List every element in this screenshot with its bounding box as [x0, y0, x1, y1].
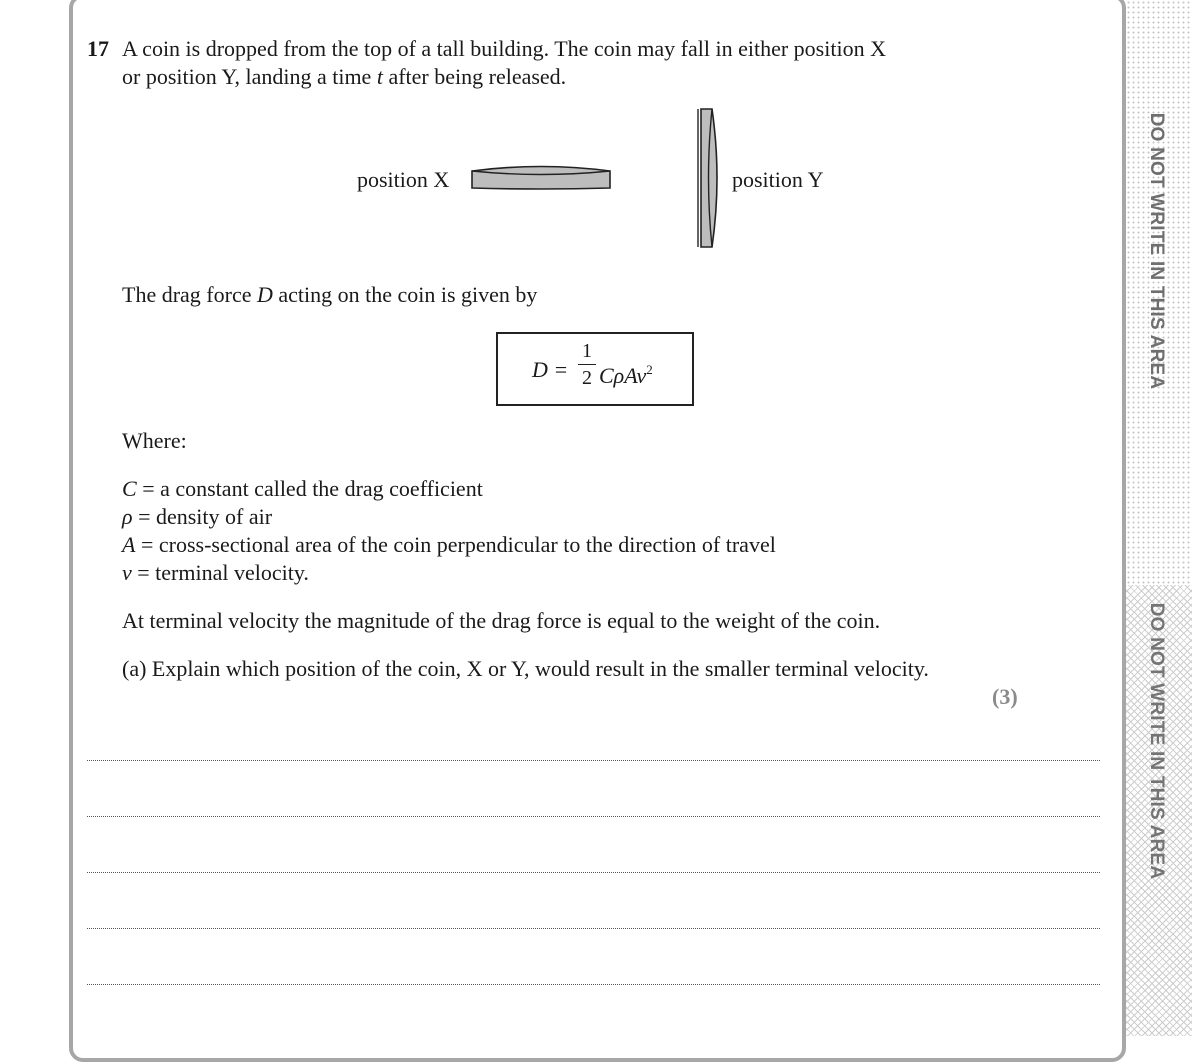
formula-numerator: 1	[582, 340, 592, 362]
answer-line[interactable]	[87, 872, 1100, 873]
formula-lhs: D =	[532, 357, 569, 382]
margin-notice-bottom: DO NOT WRITE IN THIS AREA	[1146, 602, 1167, 880]
formula-rhs: CρAv$^2$	[599, 362, 653, 388]
label-position-x: position X	[357, 167, 450, 192]
coin-position-y	[693, 105, 723, 253]
question-intro-line2: or position Y, landing a time t after being released.	[122, 64, 567, 89]
coin-position-x	[469, 164, 615, 194]
formula-denominator: 2	[582, 367, 592, 389]
answer-line[interactable]	[87, 760, 1100, 761]
definition-item: ρ = density of air	[122, 504, 273, 529]
part-a-marks: (3)	[992, 684, 1018, 709]
question-number: 17	[87, 36, 109, 61]
answer-line[interactable]	[87, 928, 1100, 929]
part-a-question: (a) Explain which position of the coin, X or Y, would result in the smaller terminal velocity.	[122, 656, 929, 681]
drag-intro: The drag force D acting on the coin is given by	[122, 282, 538, 307]
formula-fraction	[578, 341, 596, 388]
label-position-y: position Y	[732, 167, 824, 192]
answer-line[interactable]	[87, 984, 1100, 985]
definition-item: C = a constant called the drag coefficient	[122, 476, 483, 501]
fraction-bar	[578, 364, 596, 365]
answer-line[interactable]	[87, 816, 1100, 817]
question-intro-line1: A coin is dropped from the top of a tall building. The coin may fall in either position X	[122, 36, 886, 61]
margin-notice-top: DO NOT WRITE IN THIS AREA	[1146, 112, 1167, 390]
terminal-velocity-statement: At terminal velocity the magnitude of the drag force is equal to the weight of the coin.	[122, 608, 881, 633]
where-label: Where:	[122, 428, 187, 453]
definition-item: v = terminal velocity.	[122, 560, 309, 585]
definition-item: A = cross-sectional area of the coin perpendicular to the direction of travel	[122, 532, 776, 557]
